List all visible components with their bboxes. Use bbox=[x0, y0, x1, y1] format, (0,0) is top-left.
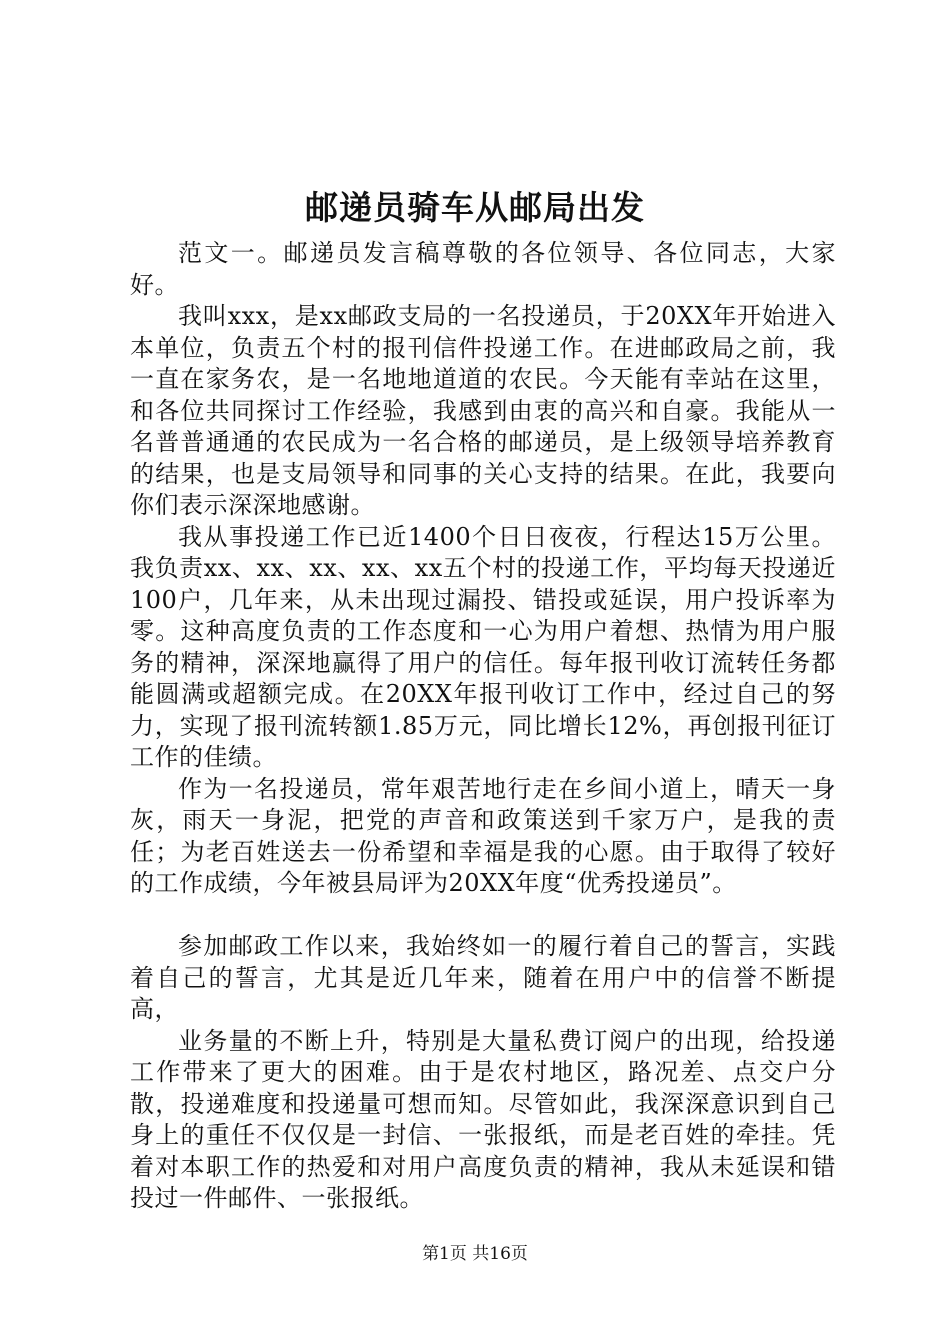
page-footer: 第1页 共16页 bbox=[422, 1244, 528, 1264]
paragraph-responsibility: 作为一名投递员，常年艰苦地行走在乡间小道上，晴天一身灰，雨天一身泥，把党的声音和政策送到千家万户，是我的责任；为老百姓送去一份希望和幸福是我的心愿。由于取得了较好的工作成绩，今年被县局评为20XX年度“优秀投递员”。 bbox=[130, 774, 836, 897]
paragraph-work-record: 我从事投递工作已近1400个日日夜夜，行程达15万公里。我负责xx、xx、xx、xx、xx五个村的投递工作，平均每天投递近100户，几年来，从未出现过漏投、错投或延误，用户投诉率为零。这种高度负责的工作态度和一心为用户着想、热情为用户服务的精神，深深地赢得了用户的信任。每年报刊收订流转任务都能圆满或超额完成。在20XX年报刊收订工作中，经过自己的努力，实现了报刊流转额1.85万元，同比增长12%，再创报刊征订工作的佳绩。 bbox=[130, 522, 836, 771]
paragraph-spacer bbox=[130, 900, 836, 932]
paragraph-introduction: 我叫xxx，是xx邮政支局的一名投递员，于20XX年开始进入本单位，负责五个村的报刊信件投递工作。在进邮政局之前，我一直在家务农，是一名地地道道的农民。今天能有幸站在这里，和各位共同探讨工作经验，我感到由衷的高兴和自豪。我能从一名普普通通的农民成为一名合格的邮递员，是上级领导培养教育的结果，也是支局领导和同事的关心支持的结果。在此，我要向你们表示深深地感谢。 bbox=[130, 302, 836, 519]
paragraph-commitment: 参加邮政工作以来，我始终如一的履行着自己的誓言，实践着自己的誓言，尤其是近几年来，随着在用户中的信誉不断提高， bbox=[130, 932, 836, 1023]
paragraph-workload: 业务量的不断上升，特别是大量私费订阅户的出现，给投递工作带来了更大的困难。由于是农村地区，路况差、点交户分散，投递难度和投递量可想而知。尽管如此，我深深意识到自己身上的重任不仅仅是一封信、一张报纸，而是老百姓的牵挂。凭着对本职工作的热爱和对用户高度负责的精神，我从未延误和错投过一件邮件、一张报纸。 bbox=[130, 1026, 836, 1212]
paragraph-greeting: 范文一。邮递员发言稿尊敬的各位领导、各位同志，大家好。 bbox=[130, 239, 836, 299]
document-title: 邮递员骑车从邮局出发 bbox=[305, 188, 645, 227]
document-body bbox=[130, 238, 836, 1215]
